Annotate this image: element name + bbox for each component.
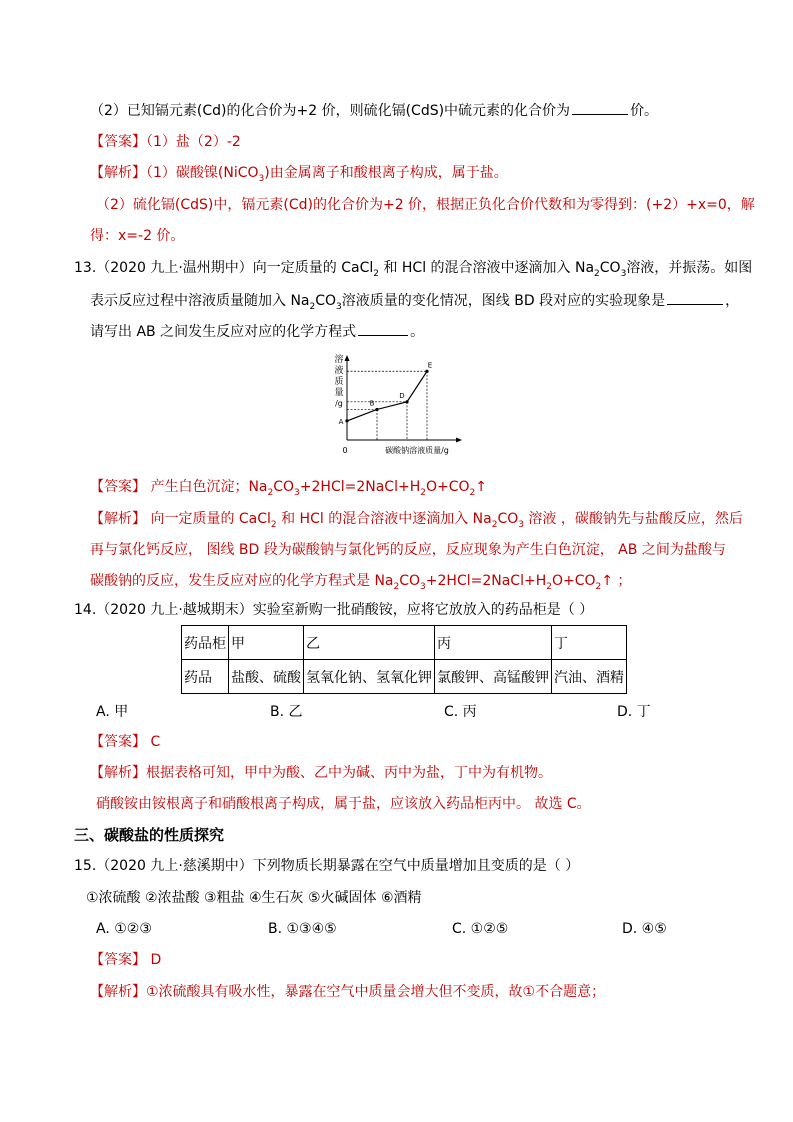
q15-option-b: B. ①③④⑤ — [268, 921, 337, 937]
answer-blank — [667, 290, 723, 305]
q13-analysis-2: 再与氯化钙反应， 图线 BD 段为碳酸钠与氯化钙的反应，反应现象为产生白色沉淀， AB 之间为盐酸与 — [90, 542, 726, 558]
point-label: B — [369, 399, 375, 408]
q13-analysis-1: 【解析】 向一定质量的 CaCl$_2$ 和 HCl 的混合溶液中逐滴加入 $Na_2CO_3$ 溶液 ，碳酸钠先与盐酸反应，然后 — [90, 511, 743, 530]
q15-analysis-1: 【解析】①浓硫酸具有吸水性，暴露在空气中质量会增大但不变质，故①不合题意； — [90, 984, 606, 1000]
ylabel-char: /g — [335, 399, 343, 408]
table-cell: 氯酸钾、高锰酸钾 — [435, 660, 552, 694]
origin-label: 0 — [342, 446, 348, 455]
ylabel-char: 量 — [334, 388, 344, 398]
q14-answer: 【答案】 C — [90, 734, 161, 750]
point-label: E — [427, 361, 433, 370]
chart-marks — [339, 361, 433, 440]
q14-analysis-1: 【解析】根据表格可知，甲中为酸、乙中为碱、丙中为盐，丁中为有机物。 — [90, 765, 552, 781]
q12-answer: 【答案】（1）盐（2）-2 — [90, 134, 241, 150]
series-line — [347, 371, 427, 421]
table-cell: 甲 — [229, 626, 304, 660]
table-cell: 药品 — [182, 660, 229, 694]
section-title: 三、碳酸盐的性质探究 — [74, 826, 225, 844]
q14-stem: 14.（2020 九上·越城期末）实验室新购一批硝酸铵，应将它放放入的药品柜是（ ） — [74, 602, 594, 618]
q13-analysis-3: 碳酸钠的反应，发生反应对应的化学方程式是 $Na_2CO_3+2HCl=2NaCl+H_2O+CO_2↑$ ； — [90, 573, 632, 592]
point-label: D — [399, 391, 405, 400]
ylabel-char: 液 — [334, 366, 344, 376]
q13-stem-line3: 请写出 AB 之间发生反应对应的化学方程式 。 — [90, 321, 424, 342]
answer-blank — [358, 321, 408, 336]
x-axis-label: 碳酸钠溶液质量/g — [385, 446, 449, 455]
q13-stem-line2: 表示反应过程中溶液质量随加入 $Na_2CO_3$溶液质量的变化情况，图线 BD 段对应的实验现象是 ， — [90, 290, 739, 311]
q15-option-c: C. ①②⑤ — [452, 921, 509, 937]
data-point-d — [405, 400, 408, 403]
q14-option-c: C. 丙 — [444, 704, 477, 720]
table-cell: 乙 — [304, 626, 435, 660]
q13-answer: 【答案】 产生白色沉淀；$Na_2CO_3+2HCl=2NaCl+H_2O+CO_2↑$ — [90, 479, 487, 498]
data-point-e — [425, 370, 428, 373]
table-cell: 氢氧化钠、氢氧化钾 — [304, 660, 435, 694]
table-row — [182, 660, 627, 694]
q12-part2: （2）已知镉元素(Cd)的化合价为+2 价，则硫化镉(CdS)中硫元素的化合价为 价。 — [90, 100, 658, 121]
data-point-a — [345, 419, 348, 422]
ylabel-char: 溶 — [334, 355, 344, 365]
q14-analysis-2: 硝酸铵由铵根离子和硝酸根离子构成，属于盐，应该放入药品柜丙中。 故选 C。 — [96, 796, 591, 812]
table-header-row — [182, 626, 627, 660]
table-cell: 汽油、酒精 — [552, 660, 627, 694]
q14-option-a: A. 甲 — [96, 704, 129, 720]
data-point-b — [375, 408, 378, 411]
q15-stem: 15.（2020 九上·慈溪期中）下列物质长期暴露在空气中质量增加且变质的是（ ） — [74, 858, 580, 874]
q15-option-a: A. ①②③ — [96, 921, 152, 937]
q12-analysis-1: 【解析】（1）碳酸镍(NiCO$_3$)由金属离子和酸根离子构成，属于盐。 — [90, 165, 508, 184]
solution-mass-chart — [325, 352, 465, 462]
q14-option-d: D. 丁 — [617, 704, 651, 720]
answer-blank — [572, 100, 628, 115]
q14-option-b: B. 乙 — [270, 704, 303, 720]
y-axis-arrow — [345, 355, 350, 361]
medicine-cabinet-table — [181, 625, 627, 694]
q15-option-d: D. ④⑤ — [622, 921, 667, 937]
point-label: A — [338, 417, 344, 426]
x-axis-arrow — [456, 438, 462, 443]
ylabel-char: 质 — [334, 377, 344, 387]
table-cell: 丙 — [435, 626, 552, 660]
q15-answer: 【答案】 D — [90, 952, 162, 968]
q12-analysis-3: 得：x=-2 价。 — [90, 228, 185, 244]
table-cell: 丁 — [552, 626, 627, 660]
q12-analysis-2: （2）硫化镉(CdS)中，镉元素(Cd)的化合价为+2 价，根据正负化合价代数和为零得到：(+2）+x=0，解 — [96, 197, 755, 213]
q15-items: ①浓硫酸 ②浓盐酸 ③粗盐 ④生石灰 ⑤火碱固体 ⑥酒精 — [86, 890, 422, 906]
table-cell: 盐酸、硫酸 — [229, 660, 304, 694]
table-cell: 药品柜 — [182, 626, 229, 660]
q13-stem-line1: 13.（2020 九上·温州期中）向一定质量的 CaCl$_2$ 和 HCl 的混合溶液中逐滴加入 $Na_2CO_3$溶液，并振荡。如图 — [74, 260, 753, 279]
